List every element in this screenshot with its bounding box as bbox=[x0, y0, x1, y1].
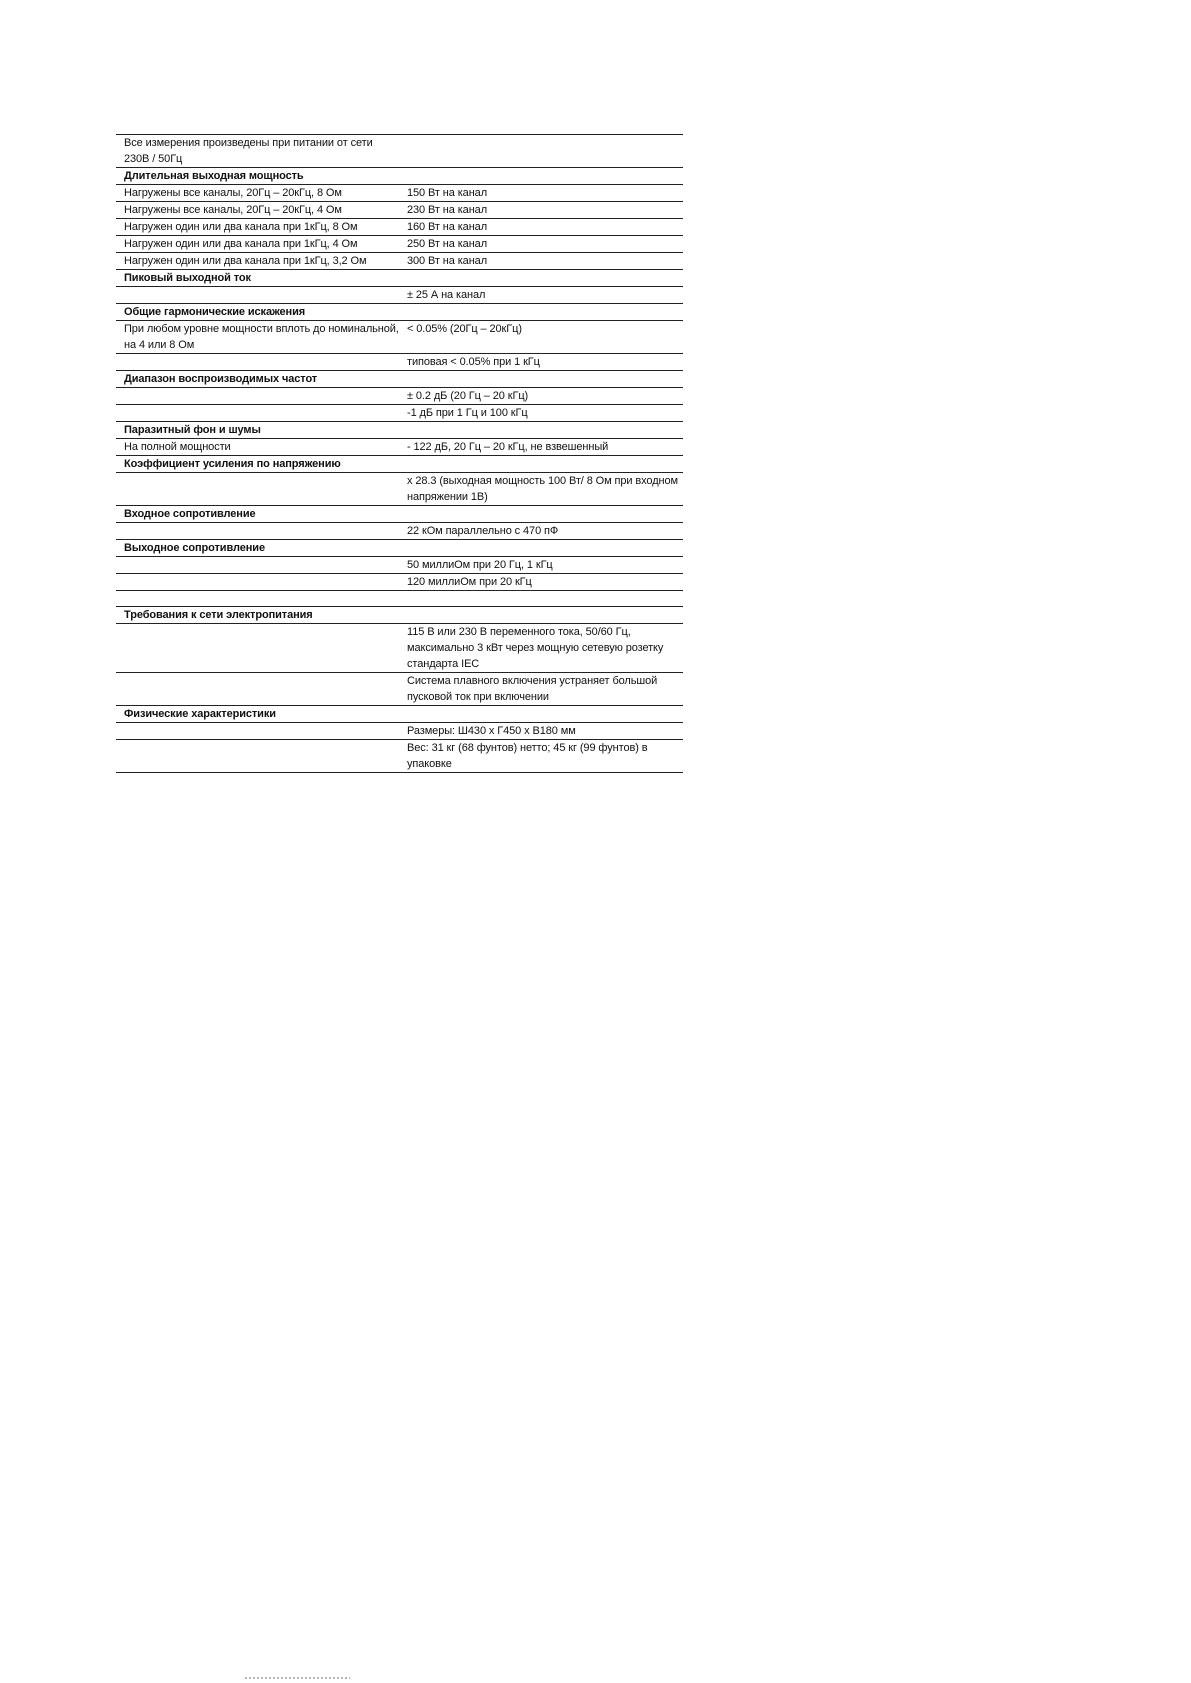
spec-value: x 28.3 (выходная мощность 100 Вт/ 8 Ом при входном напряжении 1В) bbox=[407, 475, 678, 503]
table-section-row bbox=[116, 168, 683, 185]
spec-label bbox=[116, 591, 400, 606]
spec-label: Нагружен один или два канала при 1кГц, 8 Ом bbox=[124, 221, 358, 233]
table-section-row bbox=[116, 304, 683, 321]
spec-value: -1 дБ при 1 Гц и 100 кГц bbox=[407, 407, 528, 419]
table-section-row bbox=[116, 506, 683, 523]
spec-value: 150 Вт на канал bbox=[407, 187, 488, 199]
spec-label bbox=[116, 740, 400, 772]
table-section-row bbox=[116, 540, 683, 557]
table-row bbox=[116, 253, 683, 270]
section-heading: Длительная выходная мощность bbox=[124, 170, 304, 182]
spec-label bbox=[116, 574, 400, 590]
spec-value bbox=[400, 607, 683, 623]
table-section-row bbox=[116, 371, 683, 388]
spec-label bbox=[116, 287, 400, 303]
spec-label bbox=[116, 624, 400, 672]
spec-label bbox=[116, 673, 400, 705]
spec-value: 160 Вт на канал bbox=[407, 221, 488, 233]
spec-label: Нагружен один или два канала при 1кГц, 3,2 Ом bbox=[124, 255, 367, 267]
spec-label bbox=[116, 388, 400, 404]
spec-value: 22 кОм параллельно с 470 пФ bbox=[407, 525, 559, 537]
table-row bbox=[116, 523, 683, 540]
spec-label bbox=[116, 557, 400, 573]
table-row bbox=[116, 624, 683, 673]
spec-value bbox=[400, 706, 683, 722]
spec-label bbox=[116, 473, 400, 505]
spec-label bbox=[116, 405, 400, 421]
spec-value: Размеры: Ш430 x Г450 x В180 мм bbox=[407, 725, 576, 737]
spec-value bbox=[400, 304, 683, 320]
spec-value bbox=[400, 422, 683, 438]
spec-value: 120 миллиОм при 20 кГц bbox=[407, 576, 532, 588]
spec-value: Система плавного включения устраняет большой пусковой ток при включении bbox=[407, 675, 658, 703]
spec-value bbox=[400, 371, 683, 387]
spec-value: 115 В или 230 В переменного тока, 50/60 Гц, максимально 3 кВт через мощную сетевую розетку стандарта IEC bbox=[407, 626, 664, 670]
spec-label: На полной мощности bbox=[124, 441, 231, 453]
section-heading: Общие гармонические искажения bbox=[124, 306, 306, 318]
table-row bbox=[116, 439, 683, 456]
specification-table bbox=[116, 134, 683, 773]
spec-value: типовая < 0.05% при 1 кГц bbox=[407, 356, 540, 368]
spec-label: Нагружены все каналы, 20Гц – 20кГц, 4 Ом bbox=[124, 204, 342, 216]
spec-label bbox=[116, 354, 400, 370]
spec-value bbox=[400, 135, 683, 167]
spec-label bbox=[116, 523, 400, 539]
table-section-row bbox=[116, 456, 683, 473]
table-row bbox=[116, 405, 683, 422]
table-row bbox=[116, 202, 683, 219]
spec-label: При любом уровне мощности вплоть до номинальной, на 4 или 8 Ом bbox=[124, 323, 399, 351]
section-heading: Требования к сети электропитания bbox=[124, 609, 313, 621]
table-row bbox=[116, 723, 683, 740]
table-row bbox=[116, 321, 683, 354]
spec-value bbox=[400, 270, 683, 286]
table-row bbox=[116, 591, 683, 607]
spec-value: Вес: 31 кг (68 фунтов) нетто; 45 кг (99 фунтов) в упаковке bbox=[407, 742, 648, 770]
spec-value: 50 миллиОм при 20 Гц, 1 кГц bbox=[407, 559, 553, 571]
section-heading: Коэффициент усиления по напряжению bbox=[124, 458, 341, 470]
spec-value: ± 25 А на канал bbox=[407, 289, 486, 301]
table-section-row bbox=[116, 422, 683, 439]
table-row bbox=[116, 673, 683, 706]
spec-value bbox=[400, 456, 683, 472]
spec-value: 300 Вт на канал bbox=[407, 255, 488, 267]
section-heading: Физические характеристики bbox=[124, 708, 276, 720]
section-heading: Паразитный фон и шумы bbox=[124, 424, 261, 436]
spec-value: 250 Вт на канал bbox=[407, 238, 488, 250]
spec-value: - 122 дБ, 20 Гц – 20 кГц, не взвешенный bbox=[407, 441, 609, 453]
table-row bbox=[116, 740, 683, 773]
spec-value bbox=[400, 168, 683, 184]
spec-value bbox=[400, 506, 683, 522]
table-row bbox=[116, 473, 683, 506]
spec-value: < 0.05% (20Гц – 20кГц) bbox=[407, 323, 522, 335]
spec-label bbox=[116, 723, 400, 739]
table-row bbox=[116, 287, 683, 304]
footer-dotted-fragment bbox=[245, 1677, 350, 1679]
spec-label: Нагружен один или два канала при 1кГц, 4 Ом bbox=[124, 238, 358, 250]
spec-label: Нагружены все каналы, 20Гц – 20кГц, 8 Ом bbox=[124, 187, 342, 199]
table-row bbox=[116, 219, 683, 236]
table-section-row bbox=[116, 706, 683, 723]
table-row bbox=[116, 574, 683, 591]
spec-label: Все измерения произведены при питании от сети 230В / 50Гц bbox=[124, 137, 373, 165]
spec-value bbox=[400, 591, 683, 606]
spec-value: ± 0.2 дБ (20 Гц – 20 кГц) bbox=[407, 390, 529, 402]
table-row bbox=[116, 557, 683, 574]
table-row bbox=[116, 135, 683, 168]
table-section-row bbox=[116, 607, 683, 624]
table-row bbox=[116, 185, 683, 202]
spec-value bbox=[400, 540, 683, 556]
table-section-row bbox=[116, 270, 683, 287]
section-heading: Выходное сопротивление bbox=[124, 542, 265, 554]
table-row bbox=[116, 388, 683, 405]
section-heading: Диапазон воспроизводимых частот bbox=[124, 373, 318, 385]
section-heading: Входное сопротивление bbox=[124, 508, 256, 520]
spec-value: 230 Вт на канал bbox=[407, 204, 488, 216]
table-row bbox=[116, 236, 683, 253]
section-heading: Пиковый выходной ток bbox=[124, 272, 251, 284]
table-row bbox=[116, 354, 683, 371]
